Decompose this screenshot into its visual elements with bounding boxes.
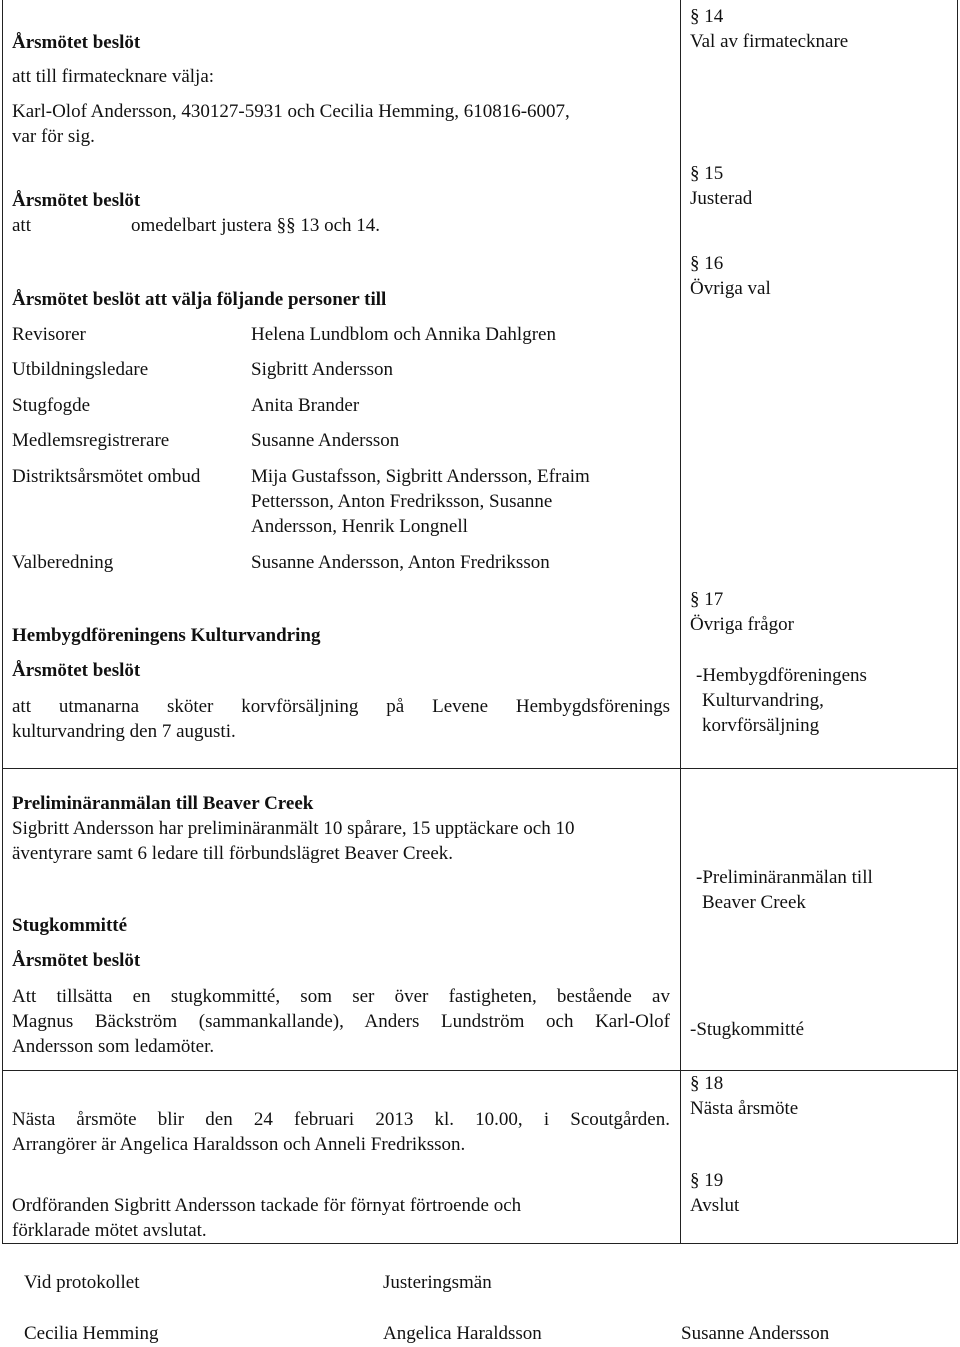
row-divider-1 <box>2 768 958 769</box>
section-item: korvförsäljning <box>702 715 820 736</box>
block6-line1: Nästa årsmöte blir den 24 februari 2013 kl. 10.00, i Scoutgården. <box>12 1109 670 1130</box>
block4-line1: att utmanarna sköter korvförsäljning på Levene Hembygdsförenings <box>12 696 670 717</box>
block7-line2: förklarade mötet avslutat. <box>12 1220 207 1241</box>
block2-heading: Årsmötet beslöt <box>12 190 141 211</box>
block3-heading: Årsmötet beslöt att välja följande personer till <box>12 289 387 310</box>
block1-line2: Karl-Olof Andersson, 430127-5931 och Cecilia Hemming, 610816-6007, <box>12 101 570 122</box>
section-item: -Preliminäranmälan till <box>696 867 873 888</box>
table-border-left <box>2 0 3 1244</box>
row-divider-2 <box>2 1070 958 1071</box>
block4-heading: Hembygdföreningens Kulturvandring <box>12 625 321 646</box>
signature-name: Susanne Andersson <box>681 1323 830 1344</box>
role-label: Stugfogde <box>12 395 91 416</box>
block1-line3: var för sig. <box>12 126 95 147</box>
block2-att: att <box>12 215 31 236</box>
section-item: -Hembygdföreningens <box>696 665 867 686</box>
block7-line1: Ordföranden Sigbritt Andersson tackade för förnyat förtroende och <box>12 1195 522 1216</box>
role-name: Susanne Andersson <box>251 430 400 451</box>
adjusters-label: Justeringsmän <box>383 1272 492 1293</box>
section-title: Övriga frågor <box>690 614 794 635</box>
block5-line5: Andersson som ledamöter. <box>12 1036 215 1057</box>
role-name: Helena Lundblom och Annika Dahlgren <box>251 324 556 345</box>
section-number: § 17 <box>690 589 724 610</box>
section-item: -Stugkommitté <box>690 1019 804 1040</box>
role-name: Susanne Andersson, Anton Fredriksson <box>251 552 550 573</box>
section-title: Justerad <box>690 188 753 209</box>
section-number: § 15 <box>690 163 724 184</box>
role-name: Sigbritt Andersson <box>251 359 393 380</box>
block5-heading: Preliminäranmälan till Beaver Creek <box>12 793 314 814</box>
role-name: Anita Brander <box>251 395 360 416</box>
block6-line2: Arrangörer är Angelica Haraldsson och Anneli Fredriksson. <box>12 1134 466 1155</box>
block2-text: omedelbart justera §§ 13 och 14. <box>131 215 381 236</box>
block4-line2: kulturvandring den 7 augusti. <box>12 721 236 742</box>
block1-line1: att till firmatecknare välja: <box>12 66 215 87</box>
section-title: Val av firmatecknare <box>690 31 849 52</box>
column-divider <box>680 0 681 1244</box>
role-label: Medlemsregistrerare <box>12 430 170 451</box>
role-label: Valberedning <box>12 552 114 573</box>
block4-subheading: Årsmötet beslöt <box>12 660 141 681</box>
block5-line1: Sigbritt Andersson har preliminäranmält 10 spårare, 15 upptäckare och 10 <box>12 818 575 839</box>
role-label: Distriktsårsmötet ombud <box>12 466 201 487</box>
protocol-label: Vid protokollet <box>24 1272 140 1293</box>
section-item: Beaver Creek <box>702 892 806 913</box>
section-number: § 18 <box>690 1073 724 1094</box>
section-number: § 14 <box>690 6 724 27</box>
block5-heading2: Stugkommitté <box>12 915 128 936</box>
section-number: § 16 <box>690 253 724 274</box>
block5-subheading2: Årsmötet beslöt <box>12 950 141 971</box>
table-border-right <box>957 0 958 1244</box>
signature-name: Cecilia Hemming <box>24 1323 159 1344</box>
role-label: Revisorer <box>12 324 86 345</box>
table-border-bottom <box>2 1243 958 1244</box>
block5-line3: Att tillsätta en stugkommitté, som ser över fastigheten, bestående av <box>12 986 670 1007</box>
block1-heading: Årsmötet beslöt <box>12 32 141 53</box>
block5-line2: äventyrare samt 6 ledare till förbundslägret Beaver Creek. <box>12 843 454 864</box>
section-number: § 19 <box>690 1170 724 1191</box>
role-name-line: Pettersson, Anton Fredriksson, Susanne <box>251 491 553 512</box>
section-title: Avslut <box>690 1195 740 1216</box>
section-title: Nästa årsmöte <box>690 1098 799 1119</box>
role-name-line: Andersson, Henrik Longnell <box>251 516 468 537</box>
role-label: Utbildningsledare <box>12 359 149 380</box>
section-title: Övriga val <box>690 278 771 299</box>
role-name-line: Mija Gustafsson, Sigbritt Andersson, Efraim <box>251 466 590 487</box>
signature-name: Angelica Haraldsson <box>383 1323 542 1344</box>
block5-line4: Magnus Bäckström (sammankallande), Anders Lundström och Karl-Olof <box>12 1011 670 1032</box>
section-item: Kulturvandring, <box>702 690 824 711</box>
